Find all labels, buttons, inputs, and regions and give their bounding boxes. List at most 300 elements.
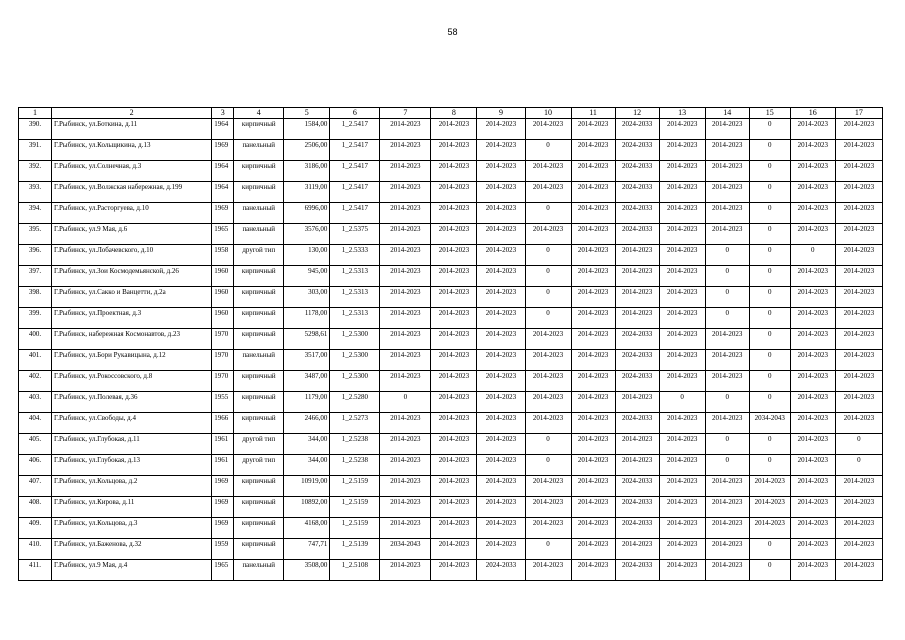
period-cell: 2014-2023 [571, 518, 615, 539]
year-cell: 1961 [212, 434, 234, 455]
period-cell: 2024-2033 [615, 140, 659, 161]
wall-material-cell: кирпичный [234, 266, 284, 287]
year-cell: 1960 [212, 266, 234, 287]
year-cell: 1969 [212, 203, 234, 224]
period-cell: 0 [525, 434, 571, 455]
period-cell: 2014-2023 [659, 329, 705, 350]
year-cell: 1964 [212, 119, 234, 140]
period-cell: 2014-2023 [705, 119, 749, 140]
period-cell: 0 [749, 329, 790, 350]
area-cell: 344,00 [284, 455, 330, 476]
column-number: 8 [431, 108, 477, 119]
period-cell: 2014-2023 [431, 413, 477, 434]
period-cell: 2014-2023 [835, 119, 882, 140]
row-number-cell: 395. [19, 224, 52, 245]
period-cell: 2014-2023 [571, 203, 615, 224]
period-cell: 2014-2023 [571, 392, 615, 413]
area-cell: 1584,00 [284, 119, 330, 140]
period-cell: 2014-2023 [525, 476, 571, 497]
year-cell: 1965 [212, 560, 234, 581]
period-cell: 2014-2023 [477, 350, 525, 371]
period-cell: 0 [705, 308, 749, 329]
period-cell: 2014-2023 [431, 287, 477, 308]
period-cell: 0 [749, 455, 790, 476]
period-cell: 0 [749, 245, 790, 266]
column-number: 5 [284, 108, 330, 119]
period-cell: 2014-2023 [835, 497, 882, 518]
period-cell: 2014-2023 [431, 140, 477, 161]
period-cell: 2014-2023 [790, 161, 835, 182]
period-cell: 2014-2023 [659, 371, 705, 392]
period-cell: 2014-2023 [477, 224, 525, 245]
code-cell: 1_2.5159 [330, 518, 380, 539]
period-cell: 2014-2023 [477, 371, 525, 392]
table-row [19, 434, 883, 455]
period-cell: 2014-2023 [705, 413, 749, 434]
table-row [19, 266, 883, 287]
wall-material-cell: кирпичный [234, 119, 284, 140]
code-cell: 1_2.5159 [330, 476, 380, 497]
wall-material-cell: панельный [234, 140, 284, 161]
row-number-cell: 404. [19, 413, 52, 434]
period-cell: 2014-2023 [525, 119, 571, 140]
period-cell: 2014-2023 [659, 413, 705, 434]
column-number: 14 [705, 108, 749, 119]
area-cell: 303,00 [284, 287, 330, 308]
row-number-cell: 397. [19, 266, 52, 287]
period-cell: 2014-2023 [571, 434, 615, 455]
period-cell: 2014-2023 [705, 161, 749, 182]
wall-material-cell: панельный [234, 203, 284, 224]
column-number: 6 [330, 108, 380, 119]
period-cell: 0 [525, 266, 571, 287]
period-cell: 2014-2023 [477, 434, 525, 455]
code-cell: 1_2.5417 [330, 119, 380, 140]
address-cell: Г.Рыбинск, ул.Волжская набережная, д.199 [52, 182, 212, 203]
period-cell: 2014-2023 [749, 476, 790, 497]
period-cell: 2014-2023 [790, 308, 835, 329]
wall-material-cell: кирпичный [234, 161, 284, 182]
wall-material-cell: кирпичный [234, 182, 284, 203]
period-cell: 2014-2023 [571, 224, 615, 245]
period-cell: 0 [749, 224, 790, 245]
wall-material-cell: кирпичный [234, 308, 284, 329]
period-cell: 2014-2023 [705, 518, 749, 539]
period-cell: 2014-2023 [525, 392, 571, 413]
wall-material-cell: другой тип [234, 455, 284, 476]
period-cell: 0 [705, 245, 749, 266]
period-cell: 0 [749, 350, 790, 371]
period-cell: 2014-2023 [790, 266, 835, 287]
period-cell: 2014-2023 [659, 245, 705, 266]
period-cell: 2014-2023 [615, 455, 659, 476]
period-cell: 2014-2023 [380, 560, 431, 581]
period-cell: 2014-2023 [477, 287, 525, 308]
code-cell: 1_2.5417 [330, 140, 380, 161]
period-cell: 2014-2023 [525, 161, 571, 182]
period-cell: 2024-2033 [615, 119, 659, 140]
period-cell: 2014-2023 [835, 287, 882, 308]
period-cell: 2014-2023 [431, 497, 477, 518]
period-cell: 2014-2023 [477, 119, 525, 140]
wall-material-cell: кирпичный [234, 329, 284, 350]
period-cell: 2014-2023 [525, 518, 571, 539]
period-cell: 2014-2023 [431, 371, 477, 392]
period-cell: 2014-2023 [705, 539, 749, 560]
period-cell: 2014-2023 [835, 308, 882, 329]
area-cell: 3517,00 [284, 350, 330, 371]
period-cell: 2014-2023 [477, 455, 525, 476]
period-cell: 0 [749, 539, 790, 560]
wall-material-cell: кирпичный [234, 413, 284, 434]
period-cell: 2034-2043 [749, 413, 790, 434]
year-cell: 1961 [212, 455, 234, 476]
period-cell: 2014-2023 [380, 245, 431, 266]
period-cell: 2014-2023 [705, 203, 749, 224]
code-cell: 1_2.5333 [330, 245, 380, 266]
period-cell: 2014-2023 [380, 287, 431, 308]
table-row [19, 182, 883, 203]
row-number-cell: 392. [19, 161, 52, 182]
period-cell: 2014-2023 [380, 497, 431, 518]
column-number: 7 [380, 108, 431, 119]
period-cell: 2014-2023 [477, 497, 525, 518]
period-cell: 2014-2023 [749, 497, 790, 518]
table-row [19, 455, 883, 476]
period-cell: 2014-2023 [835, 560, 882, 581]
area-cell: 747,71 [284, 539, 330, 560]
wall-material-cell: кирпичный [234, 539, 284, 560]
area-cell: 3487,00 [284, 371, 330, 392]
period-cell: 0 [749, 203, 790, 224]
year-cell: 1959 [212, 539, 234, 560]
period-cell: 2024-2033 [615, 182, 659, 203]
code-cell: 1_2.5300 [330, 329, 380, 350]
period-cell: 2014-2023 [380, 329, 431, 350]
period-cell: 2014-2023 [380, 119, 431, 140]
period-cell: 2014-2023 [431, 476, 477, 497]
code-cell: 1_2.5108 [330, 560, 380, 581]
period-cell: 2034-2043 [380, 539, 431, 560]
period-cell: 2014-2023 [571, 329, 615, 350]
address-cell: Г.Рыбинск, ул.Кирова, д.11 [52, 497, 212, 518]
column-number: 12 [615, 108, 659, 119]
period-cell: 0 [705, 434, 749, 455]
area-cell: 2506,00 [284, 140, 330, 161]
period-cell: 2014-2023 [431, 119, 477, 140]
area-cell: 2466,00 [284, 413, 330, 434]
period-cell: 2014-2023 [477, 413, 525, 434]
table-row [19, 140, 883, 161]
address-cell: Г.Рыбинск, ул.Бори Рукавицына, д.12 [52, 350, 212, 371]
period-cell: 2014-2023 [431, 560, 477, 581]
period-cell: 2014-2023 [477, 266, 525, 287]
row-number-cell: 410. [19, 539, 52, 560]
period-cell: 2014-2023 [615, 434, 659, 455]
address-cell: Г.Рыбинск, ул.Полевая, д.36 [52, 392, 212, 413]
address-cell: Г.Рыбинск, ул.Солнечная, д.3 [52, 161, 212, 182]
area-cell: 4168,00 [284, 518, 330, 539]
year-cell: 1970 [212, 329, 234, 350]
period-cell: 2024-2033 [615, 329, 659, 350]
period-cell: 2014-2023 [790, 119, 835, 140]
period-cell: 2014-2023 [749, 518, 790, 539]
period-cell: 2014-2023 [477, 203, 525, 224]
table-row [19, 497, 883, 518]
period-cell: 2014-2023 [705, 182, 749, 203]
code-cell: 1_2.5313 [330, 308, 380, 329]
wall-material-cell: кирпичный [234, 371, 284, 392]
period-cell: 2014-2023 [659, 224, 705, 245]
period-cell: 2014-2023 [431, 182, 477, 203]
area-cell: 3576,00 [284, 224, 330, 245]
year-cell: 1970 [212, 371, 234, 392]
period-cell: 2014-2023 [659, 350, 705, 371]
wall-material-cell: кирпичный [234, 518, 284, 539]
period-cell: 2014-2023 [705, 371, 749, 392]
period-cell: 2014-2023 [659, 308, 705, 329]
period-cell: 0 [835, 434, 882, 455]
year-cell: 1966 [212, 413, 234, 434]
address-cell: Г.Рыбинск, ул.Лобачевского, д.10 [52, 245, 212, 266]
period-cell: 2014-2023 [790, 476, 835, 497]
year-cell: 1969 [212, 518, 234, 539]
period-cell: 2014-2023 [790, 140, 835, 161]
period-cell: 2014-2023 [380, 203, 431, 224]
wall-material-cell: панельный [234, 350, 284, 371]
period-cell: 2014-2023 [835, 266, 882, 287]
period-cell: 2014-2023 [380, 518, 431, 539]
code-cell: 1_2.5139 [330, 539, 380, 560]
period-cell: 2024-2033 [615, 497, 659, 518]
period-cell: 0 [749, 392, 790, 413]
wall-material-cell: другой тип [234, 434, 284, 455]
address-cell: Г.Рыбинск, ул.Проектная, д.3 [52, 308, 212, 329]
period-cell: 2014-2023 [835, 476, 882, 497]
period-cell: 2014-2023 [659, 455, 705, 476]
period-cell: 2014-2023 [431, 203, 477, 224]
period-cell: 2014-2023 [380, 140, 431, 161]
period-cell: 2014-2023 [705, 476, 749, 497]
period-cell: 2014-2023 [659, 476, 705, 497]
period-cell: 0 [659, 392, 705, 413]
period-cell: 2014-2023 [790, 434, 835, 455]
period-cell: 0 [705, 392, 749, 413]
code-cell: 1_2.5273 [330, 413, 380, 434]
period-cell: 2014-2023 [431, 224, 477, 245]
period-cell: 2014-2023 [571, 497, 615, 518]
period-cell: 2014-2023 [431, 518, 477, 539]
period-cell: 2014-2023 [571, 119, 615, 140]
area-cell: 1178,00 [284, 308, 330, 329]
table-row [19, 224, 883, 245]
period-cell: 0 [525, 140, 571, 161]
period-cell: 2014-2023 [835, 161, 882, 182]
code-cell: 1_2.5417 [330, 182, 380, 203]
table-row [19, 518, 883, 539]
period-cell: 2014-2023 [705, 350, 749, 371]
column-number: 4 [234, 108, 284, 119]
period-cell: 2014-2023 [525, 371, 571, 392]
housing-register-table [18, 107, 883, 581]
period-cell: 2014-2023 [615, 266, 659, 287]
period-cell: 2014-2023 [431, 245, 477, 266]
period-cell: 2014-2023 [380, 434, 431, 455]
period-cell: 2014-2023 [615, 308, 659, 329]
period-cell: 2014-2023 [380, 371, 431, 392]
address-cell: Г.Рыбинск, ул.Глубокая, д.11 [52, 434, 212, 455]
period-cell: 2014-2023 [380, 455, 431, 476]
period-cell: 0 [525, 287, 571, 308]
address-cell: Г.Рыбинск, ул.Кольщикина, д.13 [52, 140, 212, 161]
period-cell: 2014-2023 [790, 329, 835, 350]
column-number: 2 [52, 108, 212, 119]
period-cell: 2014-2023 [431, 266, 477, 287]
code-cell: 1_2.5417 [330, 161, 380, 182]
period-cell: 2014-2023 [571, 287, 615, 308]
period-cell: 2014-2023 [431, 539, 477, 560]
wall-material-cell: панельный [234, 224, 284, 245]
period-cell: 2014-2023 [659, 119, 705, 140]
period-cell: 0 [749, 371, 790, 392]
table-row [19, 329, 883, 350]
period-cell: 2014-2023 [571, 413, 615, 434]
period-cell: 2014-2023 [525, 224, 571, 245]
period-cell: 2014-2023 [525, 497, 571, 518]
address-cell: Г.Рыбинск, ул.Глубокая, д.13 [52, 455, 212, 476]
period-cell: 2014-2023 [571, 350, 615, 371]
period-cell: 2014-2023 [525, 413, 571, 434]
code-cell: 1_2.5238 [330, 455, 380, 476]
column-number: 15 [749, 108, 790, 119]
wall-material-cell: кирпичный [234, 392, 284, 413]
table-row [19, 476, 883, 497]
period-cell: 0 [525, 455, 571, 476]
row-number-cell: 409. [19, 518, 52, 539]
period-cell: 2014-2023 [615, 392, 659, 413]
area-cell: 5298,61 [284, 329, 330, 350]
table-row [19, 392, 883, 413]
period-cell: 2014-2023 [477, 329, 525, 350]
period-cell: 0 [525, 539, 571, 560]
row-number-cell: 398. [19, 287, 52, 308]
table-row [19, 308, 883, 329]
period-cell: 0 [835, 455, 882, 476]
period-cell: 2014-2023 [525, 350, 571, 371]
period-cell: 2014-2023 [659, 140, 705, 161]
row-number-cell: 391. [19, 140, 52, 161]
area-cell: 3186,00 [284, 161, 330, 182]
period-cell: 2014-2023 [477, 308, 525, 329]
code-cell: 1_2.5238 [330, 434, 380, 455]
period-cell: 2024-2033 [615, 203, 659, 224]
code-cell: 1_2.5280 [330, 392, 380, 413]
period-cell: 2014-2023 [431, 350, 477, 371]
wall-material-cell: другой тип [234, 245, 284, 266]
period-cell: 2014-2023 [835, 182, 882, 203]
period-cell: 2014-2023 [571, 182, 615, 203]
period-cell: 2014-2023 [705, 140, 749, 161]
year-cell: 1958 [212, 245, 234, 266]
code-cell: 1_2.5313 [330, 266, 380, 287]
period-cell: 2014-2023 [571, 539, 615, 560]
period-cell: 0 [749, 308, 790, 329]
period-cell: 2024-2033 [615, 476, 659, 497]
period-cell: 2014-2023 [835, 350, 882, 371]
period-cell: 2014-2023 [525, 182, 571, 203]
period-cell: 0 [380, 392, 431, 413]
table-row [19, 287, 883, 308]
year-cell: 1964 [212, 161, 234, 182]
period-cell: 2014-2023 [790, 392, 835, 413]
period-cell: 2014-2023 [659, 161, 705, 182]
period-cell: 2014-2023 [705, 329, 749, 350]
period-cell: 0 [749, 287, 790, 308]
period-cell: 2014-2023 [571, 140, 615, 161]
period-cell: 2024-2033 [477, 560, 525, 581]
address-cell: Г.Рыбинск, ул.Сакко и Ванцетти, д.2а [52, 287, 212, 308]
year-cell: 1955 [212, 392, 234, 413]
period-cell: 0 [525, 245, 571, 266]
row-number-cell: 390. [19, 119, 52, 140]
address-cell: Г.Рыбинск, набережная Космонавтов, д.23 [52, 329, 212, 350]
year-cell: 1964 [212, 182, 234, 203]
year-cell: 1969 [212, 497, 234, 518]
period-cell: 0 [525, 308, 571, 329]
period-cell: 2014-2023 [571, 455, 615, 476]
address-cell: Г.Рыбинск, ул.Зои Космодемьянской, д.26 [52, 266, 212, 287]
row-number-cell: 406. [19, 455, 52, 476]
period-cell: 2014-2023 [790, 182, 835, 203]
period-cell: 2014-2023 [431, 308, 477, 329]
period-cell: 2014-2023 [659, 560, 705, 581]
period-cell: 2014-2023 [705, 224, 749, 245]
year-cell: 1969 [212, 476, 234, 497]
period-cell: 2014-2023 [790, 203, 835, 224]
period-cell: 2014-2023 [659, 203, 705, 224]
period-cell: 0 [749, 182, 790, 203]
period-cell: 2014-2023 [790, 413, 835, 434]
row-number-cell: 407. [19, 476, 52, 497]
period-cell: 0 [525, 203, 571, 224]
period-cell: 2014-2023 [431, 455, 477, 476]
period-cell: 2014-2023 [431, 161, 477, 182]
period-cell: 2014-2023 [477, 161, 525, 182]
period-cell: 2014-2023 [380, 476, 431, 497]
period-cell: 2014-2023 [525, 560, 571, 581]
period-cell: 2014-2023 [790, 287, 835, 308]
period-cell: 2014-2023 [615, 287, 659, 308]
address-cell: Г.Рыбинск, ул.9 Мая, д.6 [52, 224, 212, 245]
period-cell: 2014-2023 [571, 266, 615, 287]
period-cell: 2014-2023 [835, 413, 882, 434]
code-cell: 1_2.5300 [330, 371, 380, 392]
row-number-cell: 400. [19, 329, 52, 350]
period-cell: 2014-2023 [705, 560, 749, 581]
row-number-cell: 411. [19, 560, 52, 581]
period-cell: 2014-2023 [835, 224, 882, 245]
period-cell: 2014-2023 [431, 392, 477, 413]
period-cell: 2014-2023 [380, 182, 431, 203]
period-cell: 0 [705, 455, 749, 476]
period-cell: 2014-2023 [525, 329, 571, 350]
period-cell: 2024-2033 [615, 350, 659, 371]
period-cell: 2014-2023 [615, 245, 659, 266]
period-cell: 0 [749, 266, 790, 287]
period-cell: 2014-2023 [659, 182, 705, 203]
wall-material-cell: кирпичный [234, 287, 284, 308]
period-cell: 2014-2023 [571, 308, 615, 329]
